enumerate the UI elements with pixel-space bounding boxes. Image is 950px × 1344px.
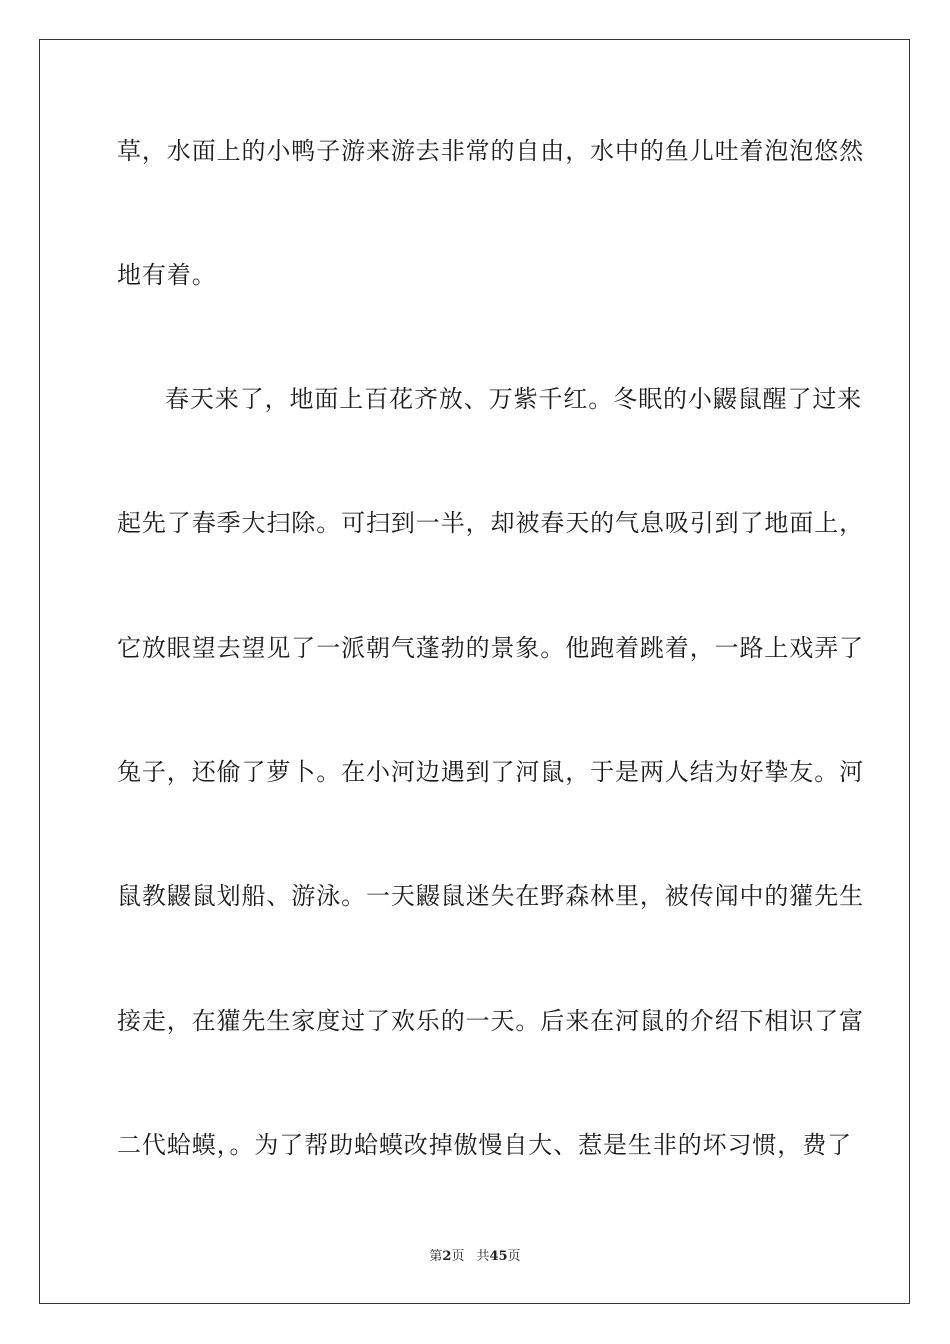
page-suffix: 页 — [451, 1249, 465, 1264]
body-line-8: 接走，在獾先生家度过了欢乐的一天。后来在河鼠的介绍下相识了富 — [117, 1007, 864, 1035]
page-prefix: 第 — [429, 1249, 443, 1264]
body-line-5: 它放眼望去望见了一派朝气蓬勃的景象。他跑着跳着，一路上戏弄了 — [117, 634, 864, 662]
total-pages: 45 — [489, 1249, 508, 1264]
total-prefix: 共 — [476, 1249, 490, 1264]
body-line-1: 草，水面上的小鸭子游来游去非常的自由，水中的鱼儿吐着泡泡悠然 — [117, 137, 864, 165]
body-line-3: 春天来了，地面上百花齐放、万紫千红。冬眠的小鼹鼠醒了过来 — [165, 385, 863, 413]
body-line-4: 起先了春季大扫除。可扫到一半，却被春天的气息吸引到了地面上， — [117, 509, 864, 537]
page-number: 2 — [442, 1249, 452, 1264]
body-line-6: 兔子，还偷了萝卜。在小河边遇到了河鼠，于是两人结为好挚友。河 — [117, 758, 864, 786]
body-line-7: 鼠教鼹鼠划船、游泳。一天鼹鼠迷失在野森林里，被传闻中的獾先生 — [117, 882, 864, 910]
body-line-9: 二代蛤蟆，。为了帮助蛤蟆改掉傲慢自大、惹是生非的坏习惯，费了 — [117, 1131, 852, 1159]
page-frame — [39, 39, 910, 1304]
total-suffix: 页 — [507, 1249, 521, 1264]
body-line-2: 地有着。 — [117, 261, 217, 289]
page-footer — [0, 1249, 950, 1265]
